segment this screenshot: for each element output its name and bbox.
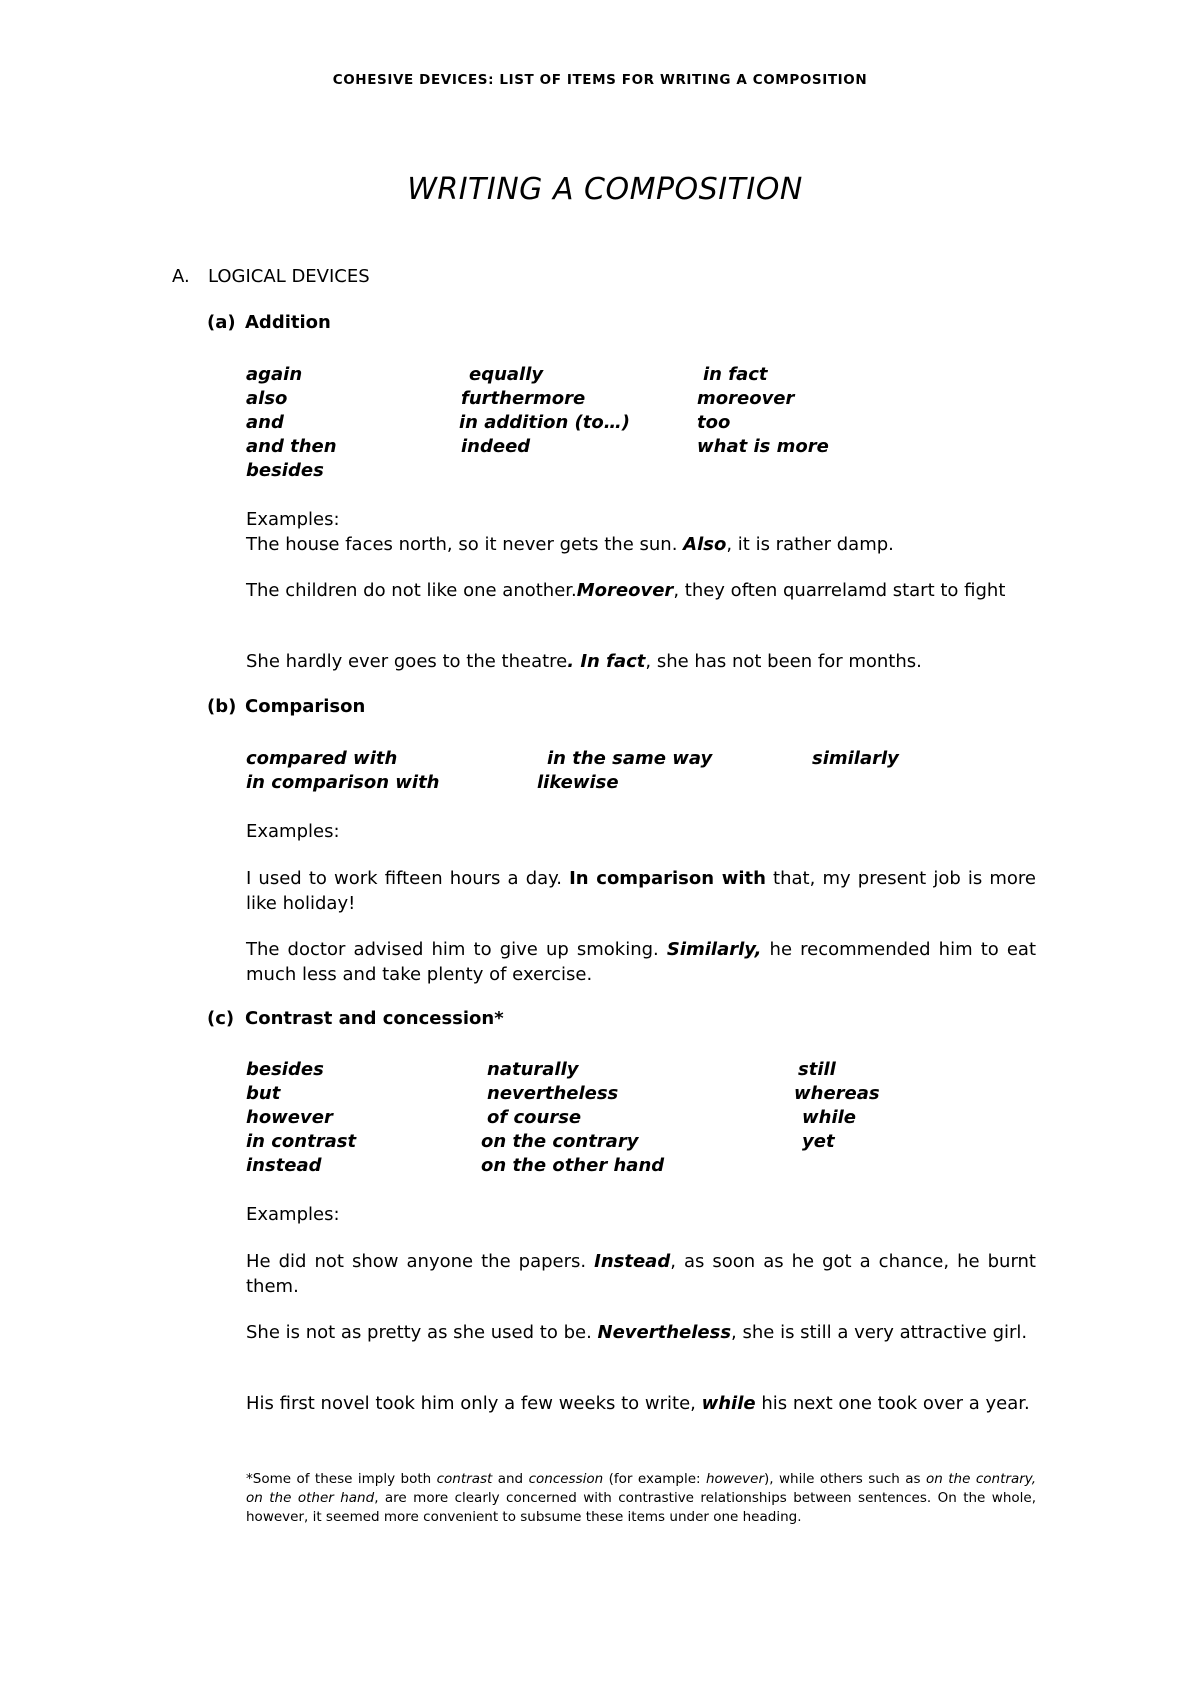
- addition-example-3: [246, 649, 1036, 674]
- subheading-number: (b): [207, 696, 237, 717]
- contrast-example-2: [246, 1320, 1036, 1345]
- subheading-contrast: [207, 1008, 504, 1029]
- example-text: , she is still a very attractive girl.: [731, 1322, 1028, 1343]
- footnote-text: *Some of these imply both: [246, 1471, 437, 1487]
- example-text: that, my present job is more like holiday!: [246, 868, 1037, 914]
- footnote-term: concession: [528, 1471, 604, 1487]
- subheading-label: Comparison: [245, 696, 366, 717]
- section-letter: A.: [172, 266, 190, 287]
- example-keyword: Moreover: [576, 580, 674, 601]
- word-item: on the contrary: [481, 1131, 639, 1152]
- addition-example-2: [246, 578, 1036, 603]
- word-item: instead: [246, 1155, 322, 1176]
- word-item: in contrast: [246, 1131, 357, 1152]
- section-heading-logical-devices: [172, 266, 370, 287]
- subheading-label: Contrast and concession*: [245, 1008, 504, 1029]
- addition-example-1: [246, 532, 1036, 557]
- example-text: His first novel took him only a few weeks to write,: [246, 1393, 702, 1414]
- example-text: he recommended him to eat much less and take plenty of exercise.: [246, 939, 1037, 985]
- example-text: The doctor advised him to give up smoking.: [246, 939, 667, 960]
- example-keyword: . In fact: [567, 651, 646, 672]
- word-item: however: [246, 1107, 333, 1128]
- example-keyword: while: [701, 1393, 756, 1414]
- word-item: in fact: [703, 364, 768, 385]
- word-item: besides: [246, 1059, 324, 1080]
- example-text: , it is rather damp.: [726, 534, 894, 555]
- word-item: while: [802, 1107, 856, 1128]
- addition-examples-label: Examples:: [246, 509, 340, 530]
- footnote-term: contrast: [436, 1471, 493, 1487]
- example-keyword: Nevertheless: [597, 1322, 732, 1343]
- example-text: , she has not been for months.: [645, 651, 922, 672]
- footnote: [246, 1470, 1036, 1527]
- subheading-comparison: [207, 696, 365, 717]
- footnote-term: on the contrary, on the other hand: [246, 1471, 1036, 1506]
- word-item: yet: [802, 1131, 835, 1152]
- example-text: The children do not like one another.: [246, 580, 577, 601]
- word-item: of course: [487, 1107, 582, 1128]
- word-item: nevertheless: [487, 1083, 619, 1104]
- example-text: The house faces north, so it never gets the sun.: [246, 534, 684, 555]
- word-item: also: [246, 388, 288, 409]
- subheading-label: Addition: [245, 312, 331, 333]
- word-item: similarly: [812, 748, 899, 769]
- section-label: LOGICAL DEVICES: [208, 266, 370, 287]
- subheading-addition: [207, 312, 331, 333]
- comparison-examples-label: Examples:: [246, 821, 340, 842]
- word-item: naturally: [487, 1059, 579, 1080]
- word-item: furthermore: [461, 388, 586, 409]
- word-item: and: [246, 412, 284, 433]
- example-text: , as soon as he got a chance, he burnt them.: [246, 1251, 1036, 1297]
- word-item: still: [798, 1059, 836, 1080]
- example-text: She hardly ever goes to the theatre: [246, 651, 568, 672]
- example-text: I used to work fifteen hours a day.: [246, 868, 570, 889]
- comparison-example-1: [246, 866, 1036, 916]
- footnote-text: , are more clearly concerned with contrastive relationships between sentences. On the whole, however, it seemed more convenient to subsume these items under one heading.: [246, 1490, 1036, 1525]
- contrast-example-3: [246, 1391, 1036, 1416]
- example-keyword: In comparison with: [569, 868, 766, 889]
- word-item: in the same way: [547, 748, 713, 769]
- word-item: in comparison with: [246, 772, 440, 793]
- footnote-text: ), while others such as: [764, 1471, 927, 1487]
- word-item: and then: [246, 436, 337, 457]
- footnote-text: (for example:: [603, 1471, 706, 1487]
- footnote-term: however: [705, 1471, 764, 1487]
- subheading-number: (c): [207, 1008, 235, 1029]
- example-keyword: Instead: [594, 1251, 671, 1272]
- word-item: on the other hand: [481, 1155, 665, 1176]
- example-text: She is not as pretty as she used to be.: [246, 1322, 598, 1343]
- word-item: but: [246, 1083, 281, 1104]
- contrast-examples-label: Examples:: [246, 1204, 340, 1225]
- subheading-number: (a): [207, 312, 236, 333]
- word-item: in addition (to…): [459, 412, 630, 433]
- word-item: likewise: [537, 772, 619, 793]
- example-keyword: Also: [683, 534, 727, 555]
- example-text: his next one took over a year.: [755, 1393, 1030, 1414]
- word-item: equally: [469, 364, 544, 385]
- word-item: too: [697, 412, 731, 433]
- example-keyword: Similarly,: [666, 939, 762, 960]
- word-item: again: [246, 364, 303, 385]
- example-text: , they often quarrelamd start to fight: [673, 580, 1006, 601]
- word-item: compared with: [246, 748, 398, 769]
- word-item: besides: [246, 460, 324, 481]
- contrast-example-1: [246, 1249, 1036, 1299]
- running-header: COHESIVE DEVICES: LIST OF ITEMS FOR WRITING A COMPOSITION: [332, 72, 868, 88]
- example-text: He did not show anyone the papers.: [246, 1251, 595, 1272]
- footnote-text: and: [492, 1471, 529, 1487]
- word-item: whereas: [794, 1083, 880, 1104]
- word-item: indeed: [461, 436, 531, 457]
- document-title: WRITING A COMPOSITION: [407, 172, 803, 207]
- word-item: moreover: [697, 388, 795, 409]
- word-item: what is more: [697, 436, 829, 457]
- comparison-example-2: [246, 937, 1036, 987]
